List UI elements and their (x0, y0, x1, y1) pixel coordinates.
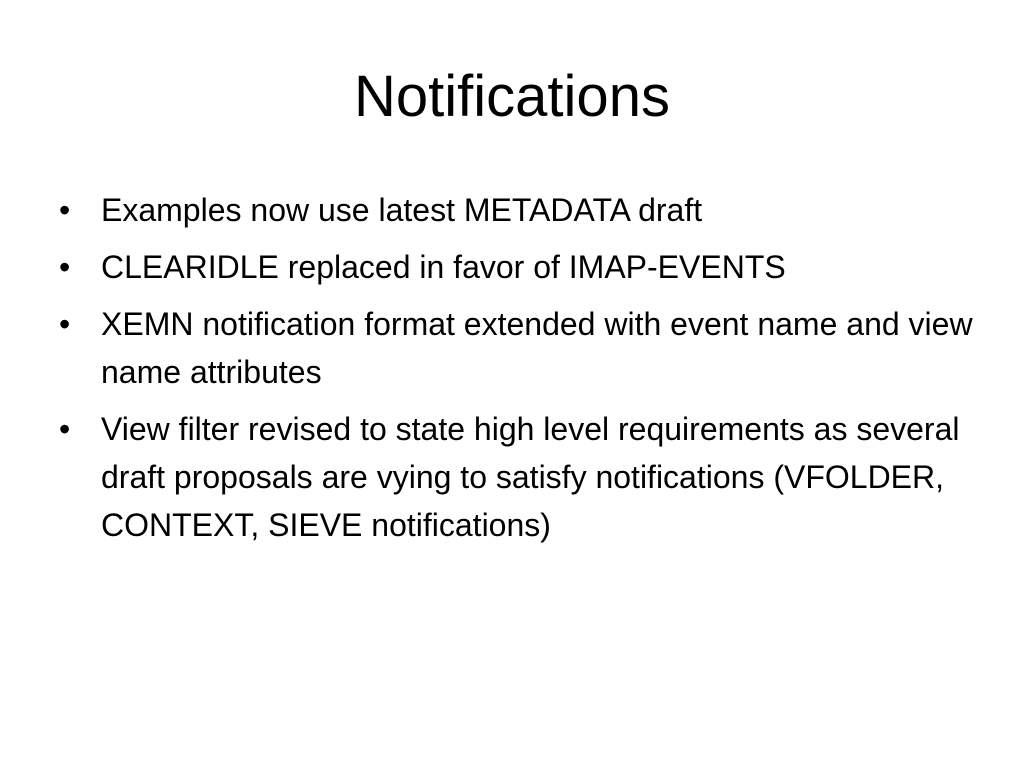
bullet-icon: • (59, 192, 71, 228)
bullet-item-xemn (56, 300, 976, 396)
bullet-icon: • (59, 411, 71, 447)
bullet-icon: • (59, 306, 71, 342)
bullet-icon: • (59, 249, 71, 285)
bullet-text: Examples now use latest METADATA draft (101, 192, 703, 228)
bullet-item-view-filter (56, 405, 976, 549)
bullet-list (56, 186, 976, 558)
bullet-item-clearidle (56, 243, 976, 291)
bullet-text: CLEARIDLE replaced in favor of IMAP-EVENTS (101, 249, 786, 285)
bullet-text: View filter revised to state high level requirements as several draft proposals are vying to satisfy notifications (VFOLDER, CONTEXT, SIEVE notifications) (101, 411, 960, 543)
bullet-text: XEMN notification format extended with event name and view name attributes (101, 306, 973, 390)
bullet-item-examples (56, 186, 976, 234)
slide-title: Notifications (354, 64, 670, 129)
